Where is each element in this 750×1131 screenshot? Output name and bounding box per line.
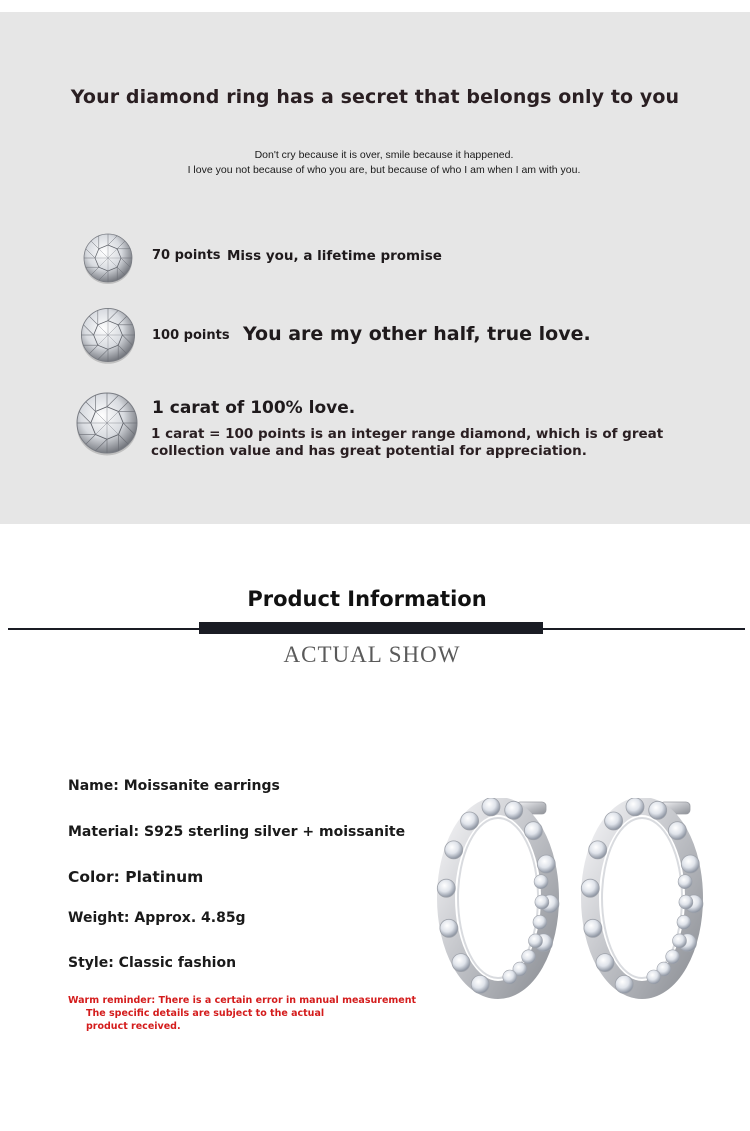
diamond-icon-1-carat [72,388,142,458]
spec-name: Name: Moissanite earrings [68,778,280,794]
warm-reminder-line-1: Warm reminder: There is a certain error in manual measurement [68,995,417,1006]
points-100-label: 100 points [152,328,230,343]
product-information-title: Product Information [247,587,487,611]
quote-line-1: Don't cry because it is over, smile because it happened. [254,149,514,161]
secret-title: Your diamond ring has a secret that belongs only to you [70,86,680,108]
points-100-text: You are my other half, true love. [243,323,591,345]
divider-bar [199,622,543,634]
diamond-icon-70 [80,230,136,286]
spec-style: Style: Classic fashion [68,955,237,971]
carat-heading: 1 carat of 100% love. [152,398,356,418]
warm-reminder-line-3: product received. [86,1021,181,1032]
points-70-label: 70 points [152,248,221,263]
carat-description: 1 carat = 100 points is an integer range diamond, which is of great collection value and has great potential for appreciation. [151,426,664,459]
points-70-text: Miss you, a lifetime promise [227,248,442,264]
spec-material: Material: S925 sterling silver + moissanite [68,824,406,840]
warm-reminder-line-2: The specific details are subject to the actual [86,1008,325,1019]
spec-color: Color: Platinum [68,868,204,886]
quote-line-2: I love you not because of who you are, but because of who I am when I am with you. [187,164,581,176]
secret-section [0,12,750,524]
diamond-icon-100 [77,304,139,366]
actual-show-subtitle: ACTUAL SHOW [283,642,461,667]
spec-weight: Weight: Approx. 4.85g [68,910,246,926]
hoop-earrings-image [436,798,726,1007]
